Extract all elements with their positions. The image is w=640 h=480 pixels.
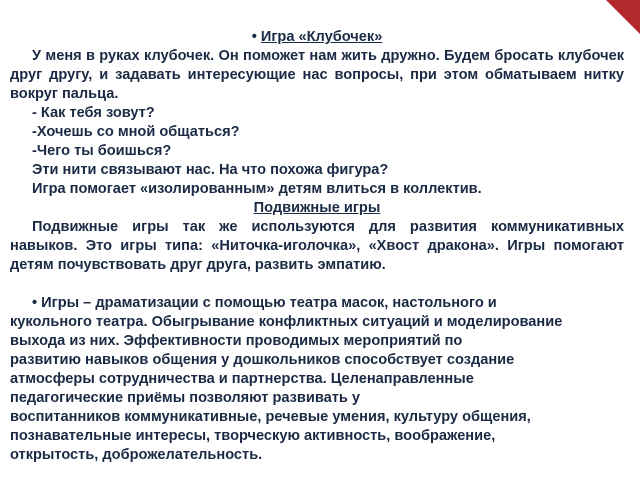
drama-line: воспитанников коммуникативные, речевые умения, культуру общения, bbox=[10, 409, 531, 425]
blank-line bbox=[10, 275, 624, 294]
intro-paragraph: У меня в руках клубочек. Он поможет нам жить дружно. Будем бросать клубочек друг другу, и задавать интересующие нас вопросы, при этом обматываем нитку вокруг пальца. bbox=[10, 48, 624, 102]
drama-line: выхода из них. Эффективности проводимых мероприятий по bbox=[10, 333, 463, 349]
question-item: -Хочешь со мной общаться? bbox=[32, 124, 240, 140]
drama-line: открытость, доброжелательность. bbox=[10, 447, 263, 463]
section-title: Подвижные игры bbox=[253, 200, 381, 216]
drama-line: • Игры – драматизации с помощью театра масок, настольного и bbox=[32, 295, 497, 311]
slide-content bbox=[10, 28, 624, 465]
title-bullet: • bbox=[251, 29, 257, 45]
drama-line: педагогические приёмы позволяют развивать у bbox=[10, 390, 361, 406]
question-item: -Чего ты боишься? bbox=[32, 143, 172, 159]
drama-line: кукольного театра. Обыгрывание конфликтных ситуаций и моделирование bbox=[10, 314, 563, 330]
threads-line: Эти нити связывают нас. На что похожа фигура? bbox=[32, 162, 389, 178]
drama-line: развитию навыков общения у дошкольников способствует создание bbox=[10, 352, 515, 368]
game-title: Игра «Клубочек» bbox=[260, 29, 383, 45]
question-item: - Как тебя зовут? bbox=[32, 105, 155, 121]
drama-line: атмосферы сотрудничества и партнерства. Целенаправленные bbox=[10, 371, 474, 387]
drama-line: познавательные интересы, творческую активность, воображение, bbox=[10, 428, 496, 444]
section-paragraph: Подвижные игры так же используются для развития коммуникативных навыков. Это игры типа: «Ниточка-иголочка», «Хвост дракона». Игры помогают детям почувствовать друг друга, развить эмпатию. bbox=[10, 219, 624, 273]
helps-line: Игра помогает «изолированным» детям влиться в коллектив. bbox=[32, 181, 482, 197]
game-title-line bbox=[10, 28, 624, 47]
